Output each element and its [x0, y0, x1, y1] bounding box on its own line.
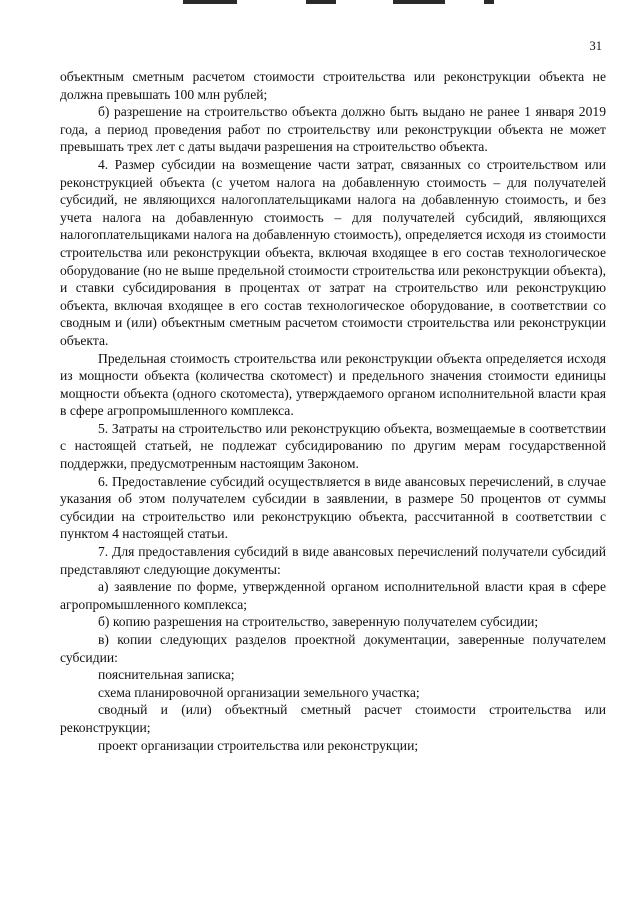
- sublist-item-explanatory-note: пояснительная записка;: [98, 667, 235, 683]
- sublist-item-construction-project: проект организации строительства или реконструкции;: [98, 737, 419, 753]
- scan-mark: [306, 0, 336, 4]
- sublist-item-site-plan: схема планировочной организации земельного участка;: [98, 684, 420, 700]
- page-number: 31: [589, 39, 602, 53]
- list-item-project-docs: в) копии следующих разделов проектной документации, заверенные получателем субсидии:: [60, 632, 606, 665]
- list-item-permit-copy: б) копию разрешения на строительство, заверенную получателем субсидии;: [98, 614, 539, 630]
- scan-mark: [393, 0, 445, 4]
- paragraph-max-cost: Предельная стоимость строительства или реконструкции объекта определяется исходя из мощности объекта (количества скотомест) и предельного значения стоимости единицы мощности объекта (одного скотоместа), утверждаемого органом исполнительной власти края в сфере агропромышленного комплекса.: [60, 350, 606, 419]
- sublist-item-estimate: сводный и (или) объектный сметный расчет стоимости строительства или реконструкции;: [60, 702, 606, 735]
- scan-mark: [484, 0, 494, 4]
- paragraph-continuation: объектным сметным расчетом стоимости строительства или реконструкции объекта не должна превышать 100 млн рублей;: [60, 69, 606, 102]
- paragraph-advance-payment: 6. Предоставление субсидий осуществляется в виде авансовых перечислений, в случае указания об этом получателем субсидии в заявлении, в размере 50 процентов от суммы субсидии на строительство или реконструкцию объекта, рассчитанной в соответствии с пунктом 4 настоящей статьи.: [60, 473, 606, 542]
- paragraph-permit-date: б) разрешение на строительство объекта должно быть выдано не ранее 1 января 2019 года, а период проведения работ по строительству или реконструкции объекта не может превышать трех лет с даты выдачи разрешения на строительство объекта.: [60, 104, 606, 155]
- paragraph-documents-intro: 7. Для предоставления субсидий в виде авансовых перечислений получатели субсидий представляют следующие документы:: [60, 544, 606, 577]
- list-item-application: а) заявление по форме, утвержденной органом исполнительной власти края в сфере агропромышленного комплекса;: [60, 579, 606, 612]
- document-body: [60, 68, 606, 754]
- scan-mark: [183, 0, 237, 4]
- paragraph-expenses: 5. Затраты на строительство или реконструкцию объекта, возмещаемые в соответствии с настоящей статьей, не подлежат субсидированию по другим мерам государственной поддержки, предусмотренным настоящим Законом.: [60, 420, 606, 472]
- paragraph-subsidy-size: 4. Размер субсидии на возмещение части затрат, связанных со строительством или реконструкцией объекта (с учетом налога на добавленную стоимость – для получателей субсидий, не являющихся налогоплательщиками налога на добавленную стоимость, и без учета налога на добавленную стоимость – для получателей субсидий, являющихся налогоплательщиками налога на добавленную стоимость), определяется исходя из стоимости строительства или реконструкции объекта, включая входящее в его состав технологическое оборудование (но не выше предельной стоимости строительства или реконструкции объекта), и ставки субсидирования в процентах от затрат на строительство или реконструкцию объекта, включая входящее в его состав технологическое оборудование, в соответствии со сводным и (или) объектным сметным расчетом стоимости строительства или реконструкции объекта.: [60, 156, 606, 348]
- scan-top-edge-marks: [0, 0, 638, 6]
